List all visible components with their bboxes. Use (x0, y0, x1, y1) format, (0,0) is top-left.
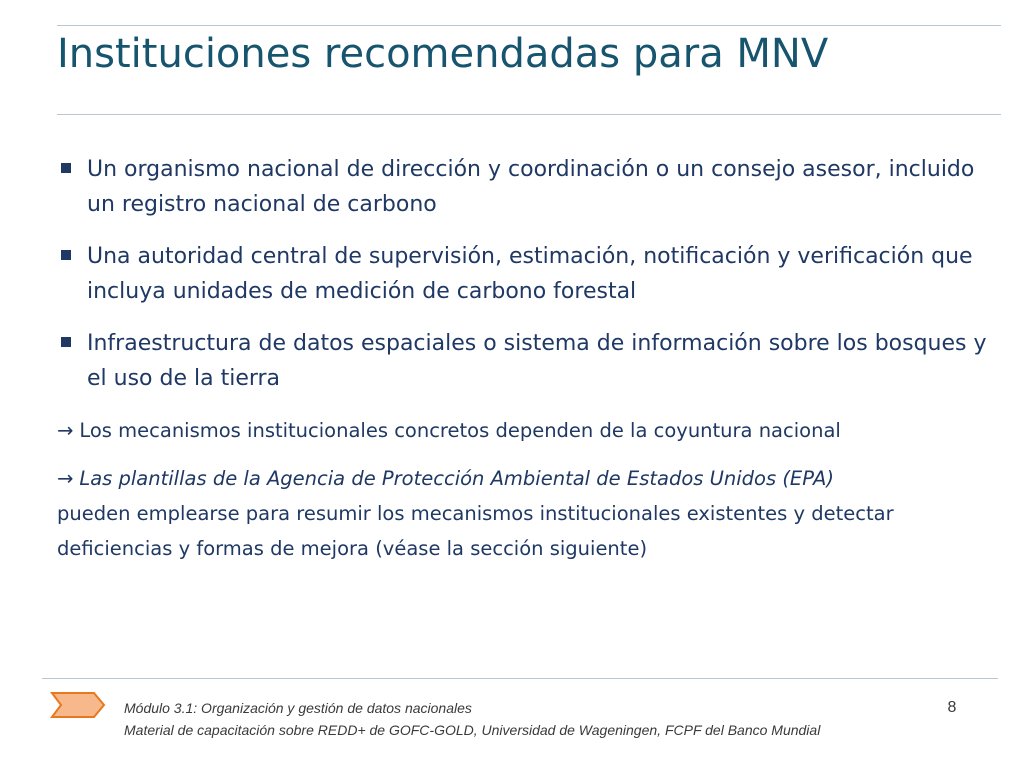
footer-text-block (124, 697, 820, 741)
note-italic-text: Las plantillas de la Agencia de Protección Ambiental de Estados Unidos (EPA) (79, 467, 834, 490)
footer-rule (42, 678, 998, 679)
note-paragraph (57, 413, 997, 448)
bullet-item (57, 152, 997, 222)
chevron-right-icon (50, 691, 106, 719)
footer-credit: Material de capacitación sobre REDD+ de GOFC-GOLD, Universidad de Wageningen, FCPF del Banco Mundial (124, 722, 821, 738)
bullet-item (57, 239, 997, 309)
bullet-text: Infraestructura de datos espaciales o sistema de información sobre los bosques y el uso de la tierra (87, 331, 987, 391)
note-paragraph (57, 461, 997, 566)
bullet-text: Una autoridad central de supervisión, estimación, notificación y verificación que incluya unidades de medición de carbono forestal (87, 244, 973, 304)
square-bullet-icon (61, 337, 71, 347)
bullet-item (57, 326, 997, 396)
title-underline-rule (57, 114, 1001, 115)
top-rule (57, 25, 1001, 26)
slide-content (57, 152, 997, 566)
square-bullet-icon (61, 163, 71, 173)
square-bullet-icon (61, 250, 71, 260)
footer-module-title: Módulo 3.1: Organización y gestión de datos nacionales (124, 700, 472, 716)
page-number: 8 (947, 699, 957, 716)
slide-title: Instituciones recomendadas para MNV (57, 31, 829, 77)
bullet-text: Un organismo nacional de dirección y coordinación o un consejo asesor, incluido un registro nacional de carbono (87, 157, 975, 217)
right-arrow-icon: → (57, 419, 74, 442)
note-text: pueden emplearse para resumir los mecanismos institucionales existentes y detectar deficiencias y formas de mejora (véase la sección siguiente) (57, 502, 894, 560)
note-text: Los mecanismos institucionales concretos dependen de la coyuntura nacional (79, 419, 841, 442)
right-arrow-icon: → (57, 467, 74, 490)
